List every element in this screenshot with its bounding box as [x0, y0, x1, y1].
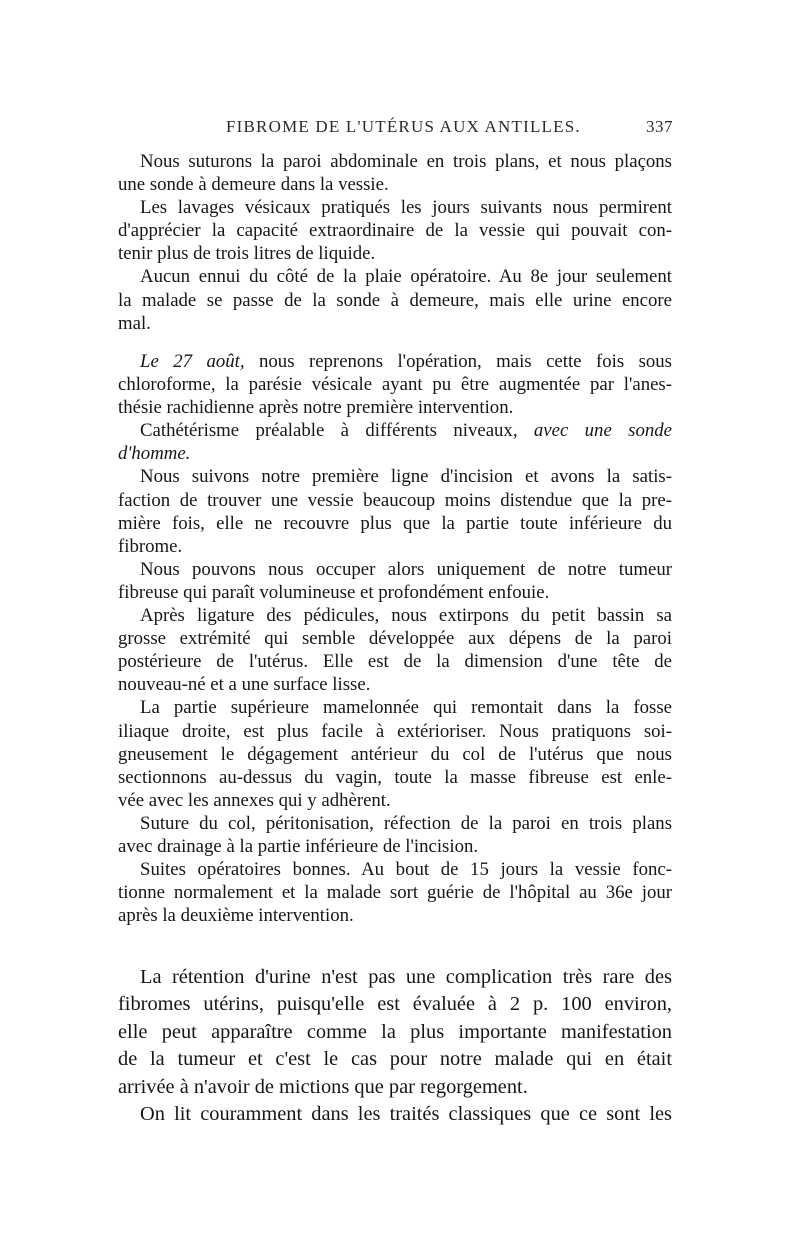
text-line: Suture du col, péritonisation, réfection de la paroi en trois plans — [140, 812, 672, 834]
text-line: La partie supérieure mamelonnée qui remontait dans la fosse — [140, 697, 672, 719]
text-line: La rétention d'urine n'est pas une complication très rare des — [140, 966, 672, 988]
text-line: grosse extrémité qui semble développée aux dépens de la paroi — [118, 628, 672, 650]
text-line: thésie rachidienne après notre première intervention. — [118, 397, 514, 419]
text-line: iliaque droite, est plus facile à extérioriser. Nous pratiquons soi- — [118, 720, 672, 742]
text-line — [118, 419, 672, 442]
text-line: chloroforme, la parésie vésicale ayant pu être augmentée par l'anes- — [118, 374, 672, 396]
text-span: Cathétérisme préalable à différents niveaux, — [140, 420, 534, 442]
text-line: d'apprécier la capacité extraordinaire de la vessie qui pouvait con- — [118, 220, 672, 242]
text-line: elle peut apparaître comme la plus importante manifestation — [118, 1020, 672, 1043]
text-line: fibromes utérins, puisqu'elle est évaluée à 2 p. 100 environ, — [118, 993, 672, 1016]
text-line: mal. — [118, 312, 151, 334]
discussion-block — [118, 964, 672, 1128]
text-line: sectionnons au-dessus du vagin, toute la masse fibreuse est enle- — [118, 766, 672, 788]
running-title: FIBROME DE L'UTÉRUS AUX ANTILLES. — [226, 117, 581, 136]
text-line: nouveau-né et a une surface lisse. — [118, 674, 371, 696]
text-line: fibrome. — [118, 535, 183, 557]
text-line: Les lavages vésicaux pratiqués les jours suivants nous permirent — [140, 197, 672, 219]
text-line: Nous pouvons nous occuper alors uniquement de notre tumeur — [140, 558, 672, 580]
text-line: tenir plus de trois litres de liquide. — [118, 243, 376, 265]
text-line: vée avec les annexes qui y adhèrent. — [118, 789, 391, 811]
text-line: après la deuxième intervention. — [118, 905, 354, 927]
text-line: de la tumeur et c'est le cas pour notre malade qui en était — [118, 1048, 672, 1071]
text-span: nous reprenons l'opération, mais cette fois sous — [244, 351, 672, 372]
text-line: Après ligature des pédicules, nous extirpons du petit bassin sa — [140, 605, 672, 627]
italic-phrase: avec une sonde — [533, 420, 672, 442]
text-line: gneusement le dégagement antérieur du col de l'utérus que nous — [118, 743, 672, 765]
text-line: Suites opératoires bonnes. Au bout de 15 jours la vessie fonc- — [140, 859, 672, 881]
case-report-block — [118, 150, 672, 335]
text-line: On lit couramment dans les traités classiques que ce sont les — [140, 1102, 672, 1125]
text-line: postérieure de l'utérus. Elle est de la dimension d'une tête de — [118, 651, 672, 673]
text-line: mière fois, elle ne recouvre plus que la partie toute inférieure du — [118, 512, 672, 534]
text-line: fibreuse qui paraît volumineuse et profondément enfouie. — [118, 581, 550, 603]
page-number: 337 — [646, 117, 673, 136]
text-line: d'homme. — [118, 443, 191, 465]
text-line: Nous suivons notre première ligne d'incision et avons la satis- — [140, 466, 672, 488]
text-line: une sonde à demeure dans la vessie. — [118, 174, 389, 196]
text-line — [118, 350, 672, 373]
running-header — [118, 117, 673, 143]
text-line: Nous suturons la paroi abdominale en trois plans, et nous plaçons — [140, 151, 672, 172]
case-report-block — [118, 350, 672, 927]
text-line: tionne normalement et la malade sort guérie de l'hôpital au 36e jour — [118, 882, 672, 904]
text-line: faction de trouver une vessie beaucoup moins distendue que la pre- — [118, 489, 672, 511]
text-line: Aucun ennui du côté de la plaie opératoire. Au 8e jour seulement — [140, 266, 672, 288]
text-line: arrivée à n'avoir de mictions que par regorgement. — [118, 1075, 528, 1098]
date-italic: Le 27 août, — [140, 351, 245, 372]
text-line: la malade se passe de la sonde à demeure, mais elle urine encore — [118, 289, 672, 311]
text-line: avec drainage à la partie inférieure de l'incision. — [118, 835, 479, 857]
